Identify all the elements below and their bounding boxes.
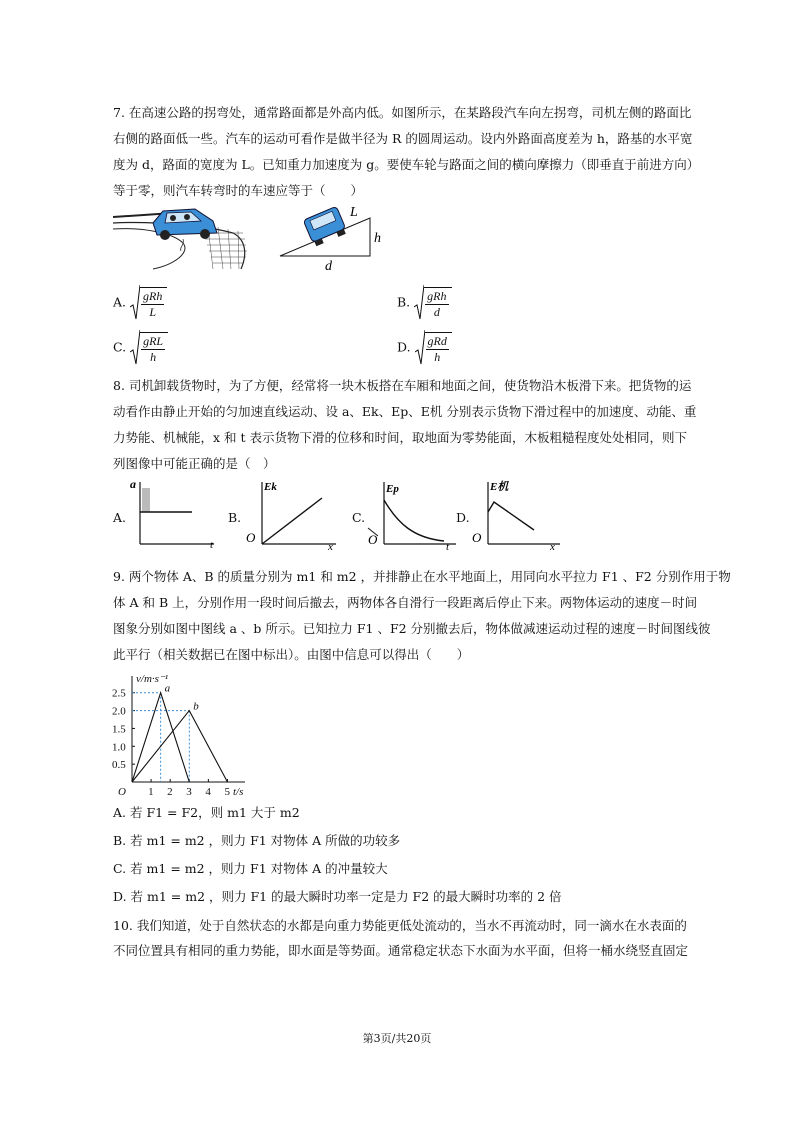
q9-line-1: 9. 两个物体 A、B 的质量分别为 m1 和 m2 ，并排静止在水平地面上，用同向水平拉力 F1 、F2 分别作用于物 bbox=[113, 569, 731, 584]
q8-line-3: 力势能、机械能，x 和 t 表示货物下滑的位移和时间，取地面为零势能面，木板粗糙程度处处相同，则下 bbox=[113, 430, 687, 445]
q9-option-c[interactable]: C. 若 m1 = m2 ，则力 F1 对物体 A 的冲量较大 bbox=[113, 861, 388, 876]
series-label-a: a bbox=[164, 682, 171, 695]
q8-option-b-label: B. bbox=[228, 510, 242, 525]
q8-line-2: 动看作由静止开始的匀加速直线运动、设 a、Ek、Ep、E机 分别表示货物下滑过程中的加速度、动能、重 bbox=[113, 404, 697, 419]
q8-option-b[interactable] bbox=[228, 510, 241, 525]
velocity-time-chart bbox=[110, 670, 260, 796]
q8-graph-d bbox=[470, 478, 565, 550]
q8-a-x-label: t bbox=[210, 539, 214, 550]
numerator: gRh bbox=[427, 288, 447, 303]
sqrt-expression bbox=[130, 285, 167, 321]
q7-line-1: 7. 在高速公路的拐弯处，通常路面都是外高内低。如图所示，在某路段汽车向左拐弯，司机左侧的路面比 bbox=[113, 105, 692, 120]
q8-b-x-label: x bbox=[328, 541, 333, 550]
numerator: gRd bbox=[427, 333, 447, 348]
q9-line-4: 此平行（相关数据已在图中标出）。由图中信息可以得出（ ） bbox=[113, 647, 470, 662]
q8-graph-c bbox=[364, 478, 459, 550]
x-tick-label: 5 bbox=[224, 786, 230, 796]
q7-option-d-label: D. bbox=[397, 339, 411, 355]
q7-line-2: 右侧的路面低一些。汽车的运动可看作是做半径为 R 的圆周运动。设内外路面高度差为 h，路基的水平宽 bbox=[113, 131, 693, 146]
q7-option-b-label: B. bbox=[397, 294, 411, 310]
q7-option-a-label: A. bbox=[113, 294, 127, 310]
y-tick-label: 2.5 bbox=[112, 687, 126, 700]
sqrt-expression bbox=[130, 330, 168, 366]
q8-c-x-label: t bbox=[446, 541, 450, 550]
numerator: gRL bbox=[143, 333, 164, 348]
incline-car-diagram bbox=[278, 198, 388, 272]
x-tick-label: 3 bbox=[186, 786, 192, 796]
q9-line-3: 图象分别如图中图线 a 、b 所示。已知拉力 F1 、F2 分别撤去后，物体做减速运动过程的速度－时间图线彼 bbox=[113, 621, 711, 636]
page-number: 第3页/共20页 bbox=[362, 1032, 432, 1045]
x-tick-label: 2 bbox=[167, 786, 173, 796]
q8-d-y-label: E机 bbox=[490, 481, 509, 493]
denominator: h bbox=[434, 349, 441, 364]
sqrt-expression bbox=[414, 285, 451, 321]
q8-option-d-label: D. bbox=[456, 510, 470, 525]
q8-option-a[interactable] bbox=[113, 510, 126, 525]
q8-line-1: 8. 司机卸载货物时，为了方便，经常将一块木板搭在车厢和地面之间，使货物沿木板滑下来。把货物的运 bbox=[113, 378, 692, 393]
car-turning-illustration bbox=[113, 203, 253, 271]
q10-line-2: 不同位置具有相同的重力势能，即水面是等势面。通常稳定状态下水面为水平面，但将一桶水绕竖直固定 bbox=[113, 943, 689, 958]
y-tick-label: 0.5 bbox=[112, 759, 126, 772]
q9-line-2: 体 A 和 B 上，分别作用一段时间后撤去，两物体各自滑行一段距离后停止下来。两物体运动的速度－时间 bbox=[113, 595, 698, 610]
q8-b-y-label: Ek bbox=[264, 481, 277, 493]
q8-option-d[interactable] bbox=[456, 510, 470, 525]
q8-b-origin: O bbox=[246, 530, 256, 545]
label-L: L bbox=[350, 205, 358, 220]
q8-c-origin: O bbox=[368, 532, 378, 547]
label-h: h bbox=[374, 231, 381, 246]
denominator: L bbox=[149, 304, 157, 319]
y-axis-label: v/m·s⁻¹ bbox=[136, 673, 169, 685]
q8-graph-b bbox=[244, 478, 339, 550]
q7-line-4: 等于零，则汽车转弯时的车速应等于（ ） bbox=[113, 183, 364, 198]
q9-option-b[interactable]: B. 若 m1 = m2 ，则力 F1 对物体 A 所做的功较多 bbox=[113, 833, 401, 848]
x-tick-label: 1 bbox=[148, 786, 154, 796]
label-d: d bbox=[325, 259, 332, 272]
denominator: h bbox=[150, 349, 157, 364]
q7-option-b[interactable] bbox=[397, 285, 452, 321]
numerator: gRh bbox=[143, 288, 163, 303]
q8-a-y-label: a bbox=[130, 478, 136, 491]
q8-d-origin: O bbox=[472, 530, 482, 545]
q7-option-c[interactable] bbox=[113, 330, 168, 366]
q8-option-c-label: C. bbox=[352, 510, 366, 525]
q8-d-x-label: x bbox=[550, 541, 555, 550]
q9-option-d[interactable]: D. 若 m1 = m2 ，则力 F1 的最大瞬时功率一定是力 F2 的最大瞬时功率的 2 倍 bbox=[113, 889, 562, 904]
q8-c-y-label: Ep bbox=[386, 483, 399, 495]
x-tick-label: 4 bbox=[205, 786, 211, 796]
sqrt-expression bbox=[415, 330, 452, 366]
x-axis-label: t/s bbox=[233, 786, 244, 796]
y-tick-label: 1.5 bbox=[112, 723, 126, 736]
y-tick-label: 2.0 bbox=[112, 705, 126, 718]
series-label-b: b bbox=[193, 700, 199, 713]
q8-line-4: 列图像中可能正确的是（ ） bbox=[113, 456, 276, 471]
q8-graph-a bbox=[130, 478, 220, 550]
q9-option-a[interactable]: A. 若 F1 = F2，则 m1 大于 m2 bbox=[113, 805, 300, 820]
q7-option-c-label: C. bbox=[113, 339, 127, 355]
y-tick-label: 1.0 bbox=[112, 741, 126, 754]
q10-line-1: 10. 我们知道，处于自然状态的水都是向重力势能更低处流动的，当水不再流动时，同一滴水在水表面的 bbox=[113, 918, 687, 933]
q7-line-3: 度为 d，路面的宽度为 L。已知重力加速度为 g。要使车轮与路面之间的横向摩擦力（即垂直于前进方向） bbox=[113, 157, 700, 172]
series-line-b bbox=[132, 711, 227, 782]
q7-option-d[interactable] bbox=[397, 330, 452, 366]
origin-label: O bbox=[118, 786, 126, 796]
q8-option-a-label: A. bbox=[113, 510, 127, 525]
q7-option-a[interactable] bbox=[113, 285, 167, 321]
denominator: d bbox=[433, 304, 440, 319]
